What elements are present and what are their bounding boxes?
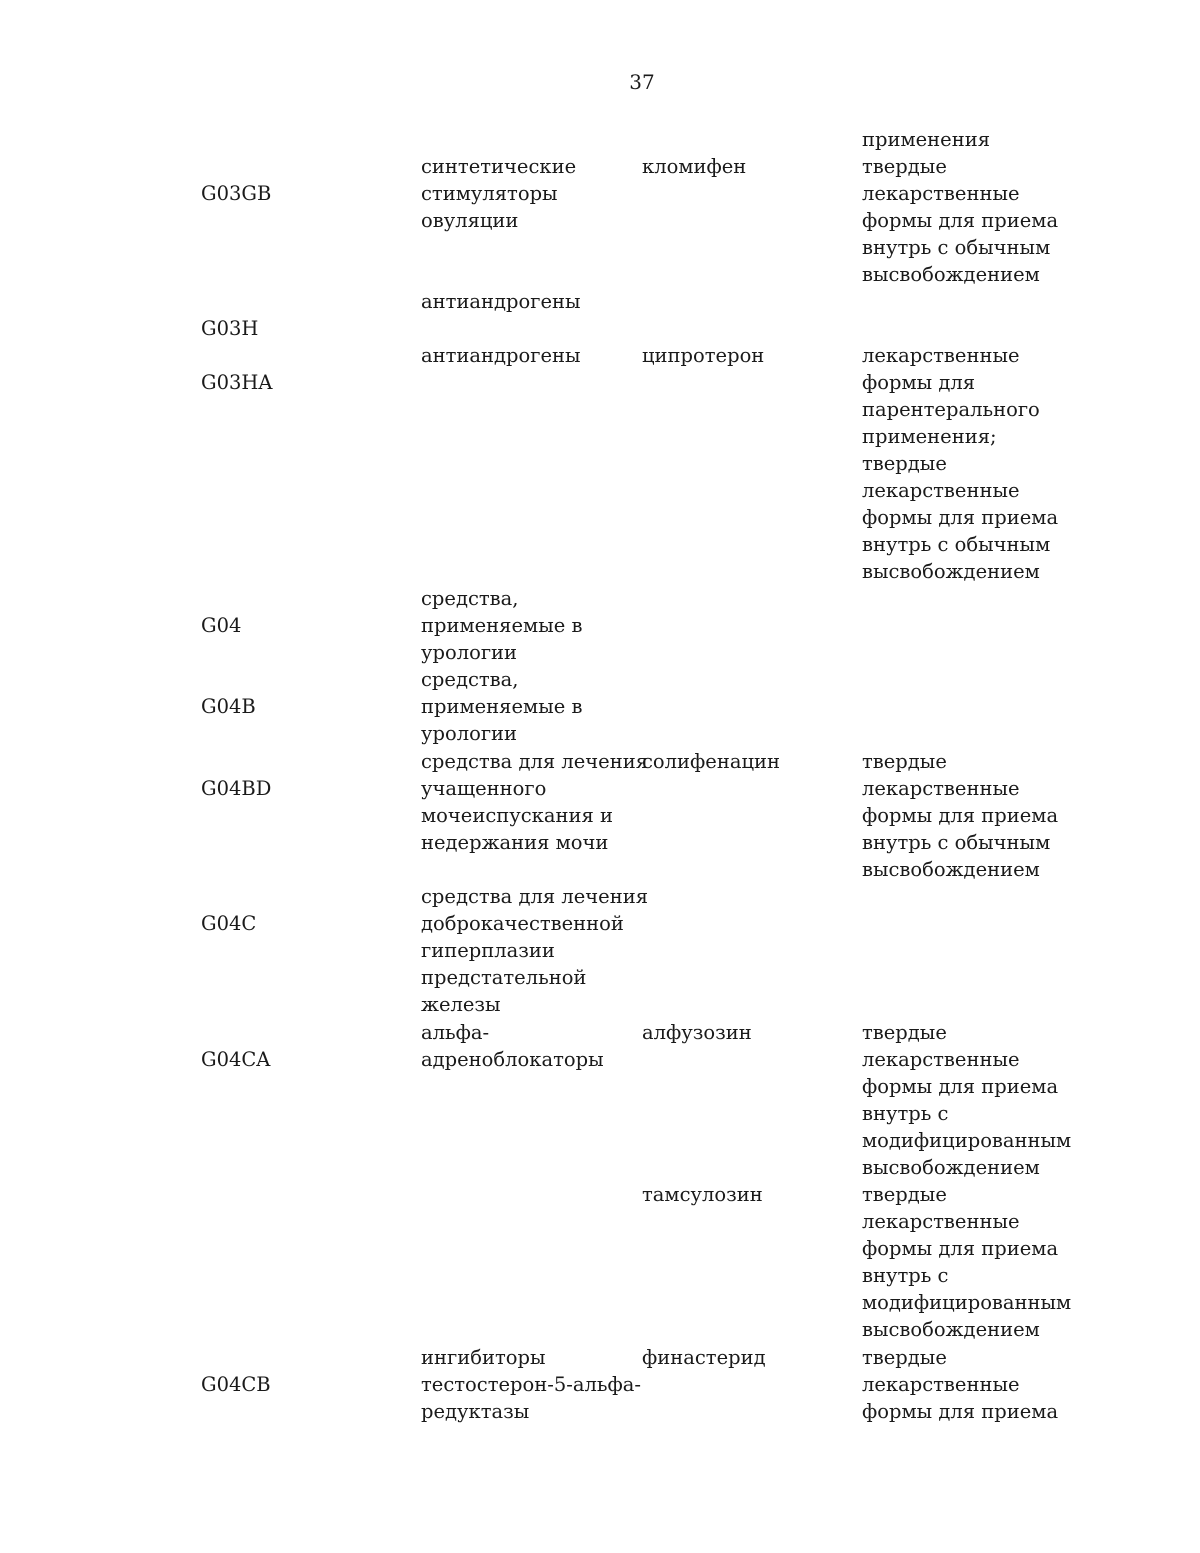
dosage-form-line: высвобождением — [862, 1156, 1040, 1179]
group-name-line: синтетические — [421, 155, 577, 178]
dosage-form-line: внутрь с — [862, 1102, 949, 1125]
dosage-form-line: лекарственные — [862, 479, 1020, 502]
group-name-line: средства, — [421, 668, 519, 691]
dosage-form-line: формы для приема — [862, 209, 1059, 232]
group-name-line: гиперплазии — [421, 939, 555, 962]
group-name-line: антиандрогены — [421, 290, 581, 313]
group-name-line: антиандрогены — [421, 344, 581, 367]
dosage-form-line: лекарственные — [862, 1048, 1020, 1071]
dosage-form-line: применения — [862, 128, 991, 151]
group-name-line: предстательной — [421, 966, 587, 989]
group-name-line: овуляции — [421, 209, 519, 232]
dosage-form-line: парентерального — [862, 398, 1040, 421]
atc-code: G04BD — [201, 777, 272, 800]
dosage-form-line: формы для приема — [862, 804, 1059, 827]
atc-code: G04B — [201, 695, 256, 718]
atc-code: G03HA — [201, 371, 273, 394]
dosage-form-line: формы для приема — [862, 1237, 1059, 1260]
drug-name: ципротерон — [642, 344, 765, 367]
dosage-form-line: формы для приема — [862, 1075, 1059, 1098]
group-name-line: альфа- — [421, 1021, 490, 1044]
dosage-form-line: применения; — [862, 425, 997, 448]
group-name-line: мочеиспускания и — [421, 804, 613, 827]
group-name-line: учащенного — [421, 777, 547, 800]
group-name-line: средства для лечения — [421, 750, 649, 773]
group-name-line: средства, — [421, 587, 519, 610]
dosage-form-line: формы для приема — [862, 1400, 1059, 1423]
dosage-form-line: лекарственные — [862, 777, 1020, 800]
drug-name: тамсулозин — [642, 1183, 763, 1206]
dosage-form-line: лекарственные — [862, 182, 1020, 205]
group-name-line: урологии — [421, 722, 518, 745]
dosage-form-line: внутрь с обычным — [862, 831, 1051, 854]
dosage-form-line: твердые — [862, 750, 947, 773]
dosage-form-line: твердые — [862, 1183, 947, 1206]
dosage-form-line: высвобождением — [862, 858, 1040, 881]
dosage-form-line: высвобождением — [862, 560, 1040, 583]
atc-code: G04C — [201, 912, 257, 935]
dosage-form-line: модифицированным — [862, 1291, 1072, 1314]
dosage-form-line: формы для приема — [862, 506, 1059, 529]
group-name-line: недержания мочи — [421, 831, 609, 854]
group-name-line: доброкачественной — [421, 912, 624, 935]
dosage-form-line: твердые — [862, 155, 947, 178]
atc-code: G04 — [201, 614, 242, 637]
group-name-line: редуктазы — [421, 1400, 530, 1423]
dosage-form-line: высвобождением — [862, 263, 1040, 286]
atc-code: G04CA — [201, 1048, 271, 1071]
group-name-line: тестостерон-5-альфа- — [421, 1373, 641, 1396]
dosage-form-line: формы для — [862, 371, 976, 394]
drug-name: алфузозин — [642, 1021, 752, 1044]
group-name-line: стимуляторы — [421, 182, 558, 205]
group-name-line: ингибиторы — [421, 1346, 546, 1369]
group-name-line: железы — [421, 993, 501, 1016]
dosage-form-line: внутрь с обычным — [862, 533, 1051, 556]
dosage-form-line: твердые — [862, 1021, 947, 1044]
group-name-line: урологии — [421, 641, 518, 664]
drug-name: солифенацин — [642, 750, 781, 773]
atc-code: G04CB — [201, 1373, 271, 1396]
dosage-form-line: твердые — [862, 1346, 947, 1369]
drug-name: финастерид — [642, 1346, 766, 1369]
dosage-form-line: лекарственные — [862, 1210, 1020, 1233]
group-name-line: адреноблокаторы — [421, 1048, 604, 1071]
dosage-form-line: внутрь с — [862, 1264, 949, 1287]
group-name-line: средства для лечения — [421, 885, 649, 908]
dosage-form-line: высвобождением — [862, 1318, 1040, 1341]
dosage-form-line: внутрь с обычным — [862, 236, 1051, 259]
drug-name: кломифен — [642, 155, 747, 178]
group-name-line: применяемые в — [421, 695, 583, 718]
atc-code: G03GB — [201, 182, 272, 205]
dosage-form-line: твердые — [862, 452, 947, 475]
dosage-form-line: лекарственные — [862, 1373, 1020, 1396]
dosage-form-line: модифицированным — [862, 1129, 1072, 1152]
page-number: 37 — [629, 70, 655, 94]
dosage-form-line: лекарственные — [862, 344, 1020, 367]
group-name-line: применяемые в — [421, 614, 583, 637]
atc-code: G03H — [201, 317, 259, 340]
